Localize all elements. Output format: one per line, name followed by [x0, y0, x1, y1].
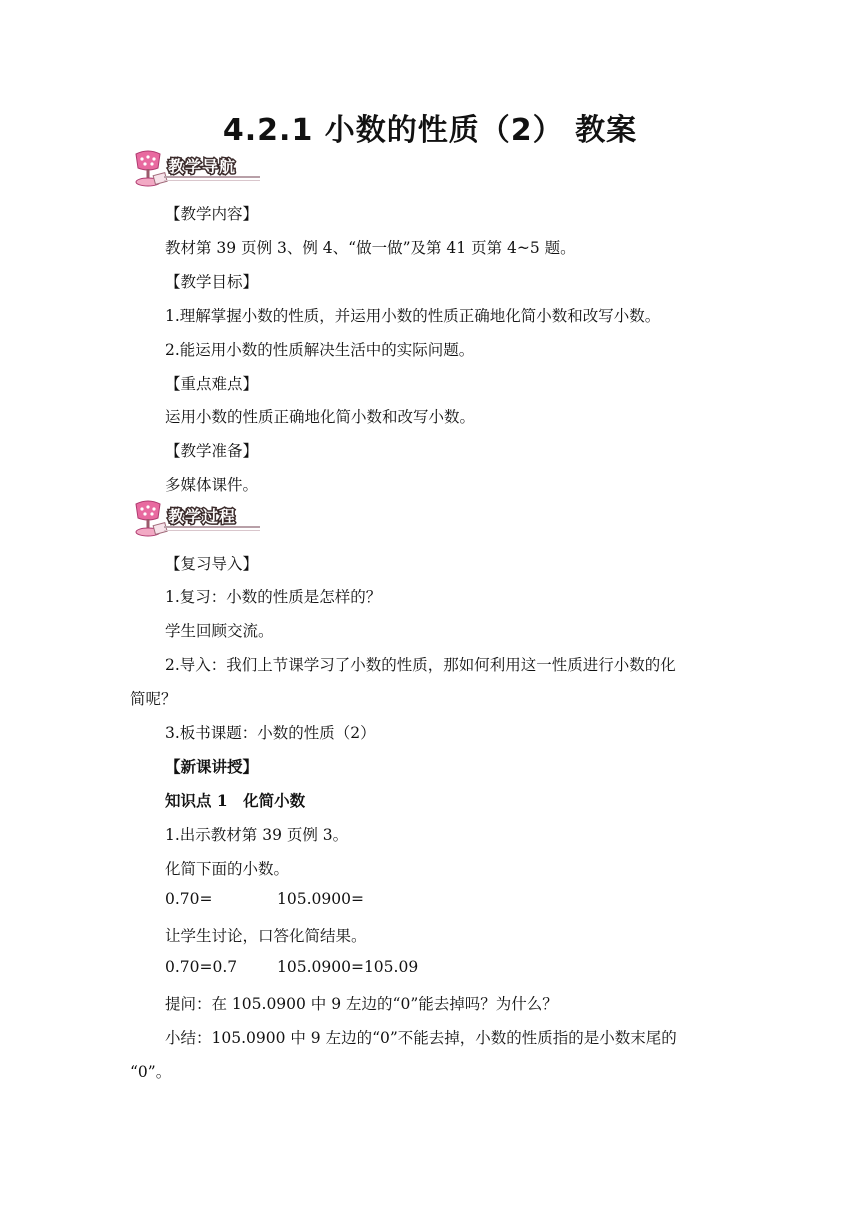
question-text: 提问：在 105.0900 中 9 左边的“0”能去掉吗？为什么？: [165, 995, 558, 1013]
section-badge-process: [128, 500, 260, 536]
lamp-icon: [128, 150, 168, 188]
summary-b: “0”。: [130, 1063, 172, 1081]
goal-1: 1.理解掌握小数的性质，并运用小数的性质正确地化简小数和改写小数。: [165, 307, 661, 325]
heading-review: 【复习导入】: [165, 555, 259, 573]
goal-2: 2.能运用小数的性质解决生活中的实际问题。: [165, 341, 475, 359]
review-1: 1.复习：小数的性质是怎样的？: [165, 588, 382, 606]
answer-line: [165, 958, 418, 976]
review-1b: 学生回顾交流。: [165, 622, 274, 640]
section-badge-label: 教学过程: [168, 507, 237, 526]
discuss-text: 让学生讨论，口答化简结果。: [165, 927, 367, 945]
heading-goal: 【教学目标】: [165, 273, 259, 291]
badge-underline: [164, 180, 260, 181]
step-1b: 化简下面的小数。: [165, 860, 290, 878]
content-text: 教材第 39 页例 3、例 4、“做一做”及第 41 页第 4~5 题。: [165, 239, 576, 257]
section-badge-label: 教学导航: [168, 157, 237, 176]
badge-underline: [164, 176, 260, 178]
badge-underline: [164, 526, 260, 528]
example-line: [165, 890, 364, 908]
review-2a: 2.导入：我们上节课学习了小数的性质，那如何利用这一性质进行小数的化: [165, 656, 676, 674]
answer-a: 0.70=0.7: [165, 958, 238, 976]
example-a: 0.70=: [165, 890, 213, 908]
section-badge-nav: [128, 150, 260, 186]
summary-a: 小结：105.0900 中 9 左边的“0”不能去掉，小数的性质指的是小数末尾的: [165, 1029, 677, 1047]
heading-new: 【新课讲授】: [165, 757, 259, 776]
review-2b: 简呢？: [130, 690, 177, 708]
review-3: 3.板书课题：小数的性质（2）: [165, 724, 376, 742]
knowledge-point-1: 知识点 1 化简小数: [165, 791, 306, 810]
example-b: 105.0900=: [277, 890, 364, 908]
page-title: 4.2.1 小数的性质（2） 教案: [222, 113, 638, 148]
prep-text: 多媒体课件。: [165, 476, 259, 494]
answer-b: 105.0900=105.09: [277, 958, 419, 976]
step-1: 1.出示教材第 39 页例 3。: [165, 826, 349, 844]
heading-content: 【教学内容】: [165, 205, 259, 223]
heading-key: 【重点难点】: [165, 375, 259, 393]
lamp-icon: [128, 500, 168, 538]
heading-prep: 【教学准备】: [165, 442, 259, 460]
key-text: 运用小数的性质正确地化简小数和改写小数。: [165, 408, 476, 426]
badge-underline: [164, 530, 260, 531]
